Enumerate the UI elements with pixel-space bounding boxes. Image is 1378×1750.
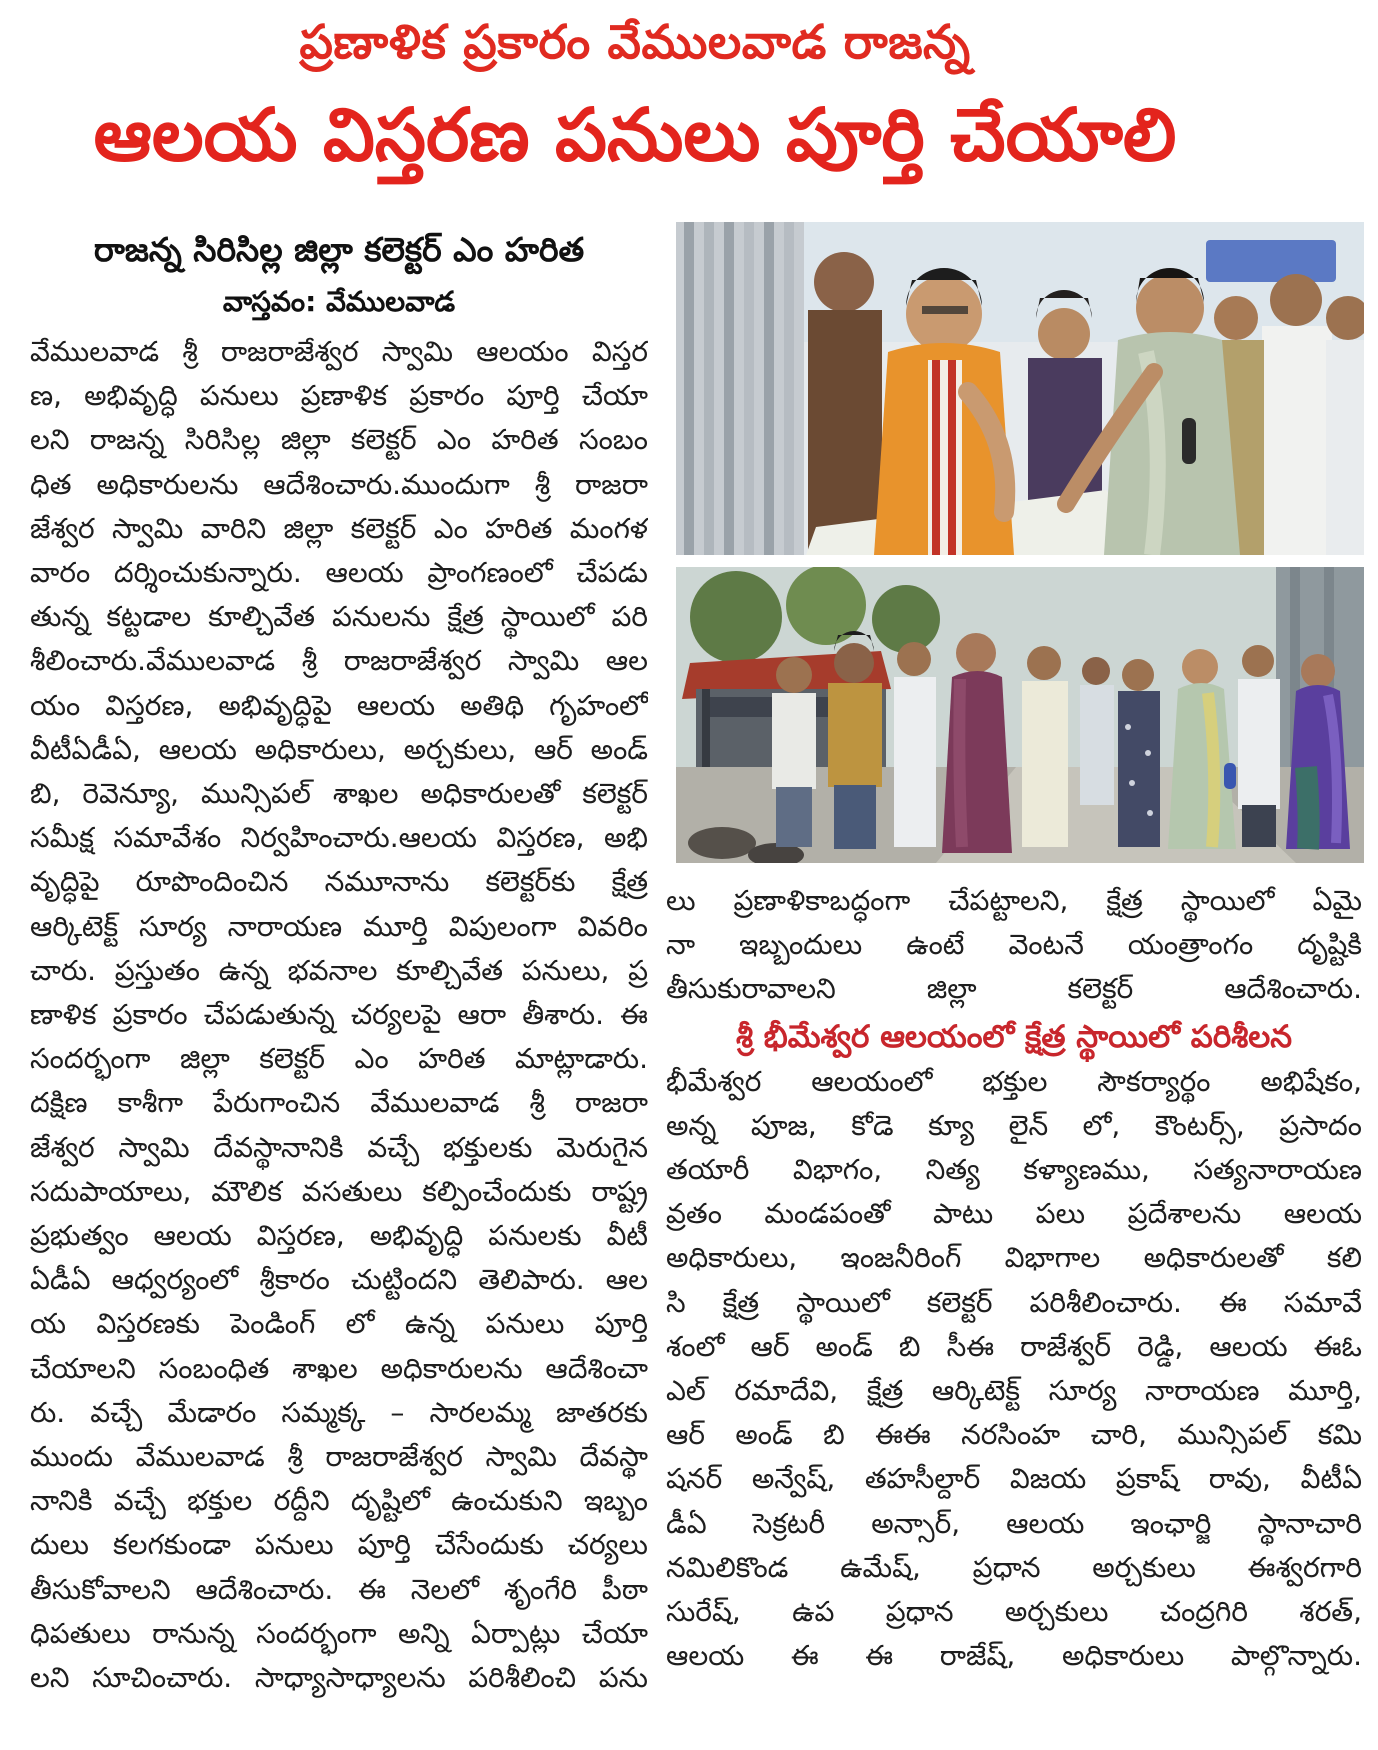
body-line: అన్న పూజ, కోడె క్యూ లైన్ లో, కౌంటర్స్, ప్రసాదం: [666, 1108, 1362, 1142]
body-line: భీమేశ్వర ఆలయంలో భక్తుల సౌకర్యార్థం అభిషేకం,: [666, 1064, 1362, 1098]
temple-visit-photo-2: [676, 567, 1364, 863]
body-line: జేశ్వర స్వామి వారిని జిల్లా కలెక్టర్ ఎం హరిత మంగళ: [30, 511, 648, 545]
body-line: ధిపతులు రానున్న సందర్భంగా అన్ని ఏర్పాట్లు చేయా: [30, 1616, 648, 1650]
main-headline: ఆలయ విస్తరణ పనులు పూర్తి చేయాలి: [93, 93, 1177, 178]
right-paragraph-2: [666, 1060, 1362, 1679]
body-line: చేయాలని సంబంధిత శాఖల అధికారులను ఆదేశించా: [30, 1351, 648, 1385]
body-line: ణాళిక ప్రకారం చేపడుతున్న చర్యలపై ఆరా తీశారు. ఈ: [30, 998, 648, 1032]
body-line: డీఏ సెక్రటరీ అన్సార్, ఆలయ ఇంఛార్జి స్థానాచారి: [666, 1506, 1362, 1540]
body-line: సదుపాయాలు, మౌలిక వసతులు కల్పించేందుకు రాష్ట్ర: [30, 1174, 648, 1208]
left-column: [30, 222, 648, 1700]
body-line: వృద్ధిపై రూపొందించిన నమూనాను కలెక్టర్‌కు క్షేత్ర: [30, 865, 648, 899]
body-line: ఆలయ ఈ ఈ రాజేష్, అధికారులు పాల్గొన్నారు.: [666, 1639, 1362, 1673]
body-line: అధికారులు, ఇంజనీరింగ్ విభాగాల అధికారులతో కలి: [666, 1241, 1362, 1275]
body-line: సమీక్ష సమావేశం నిర్వహించారు.ఆలయ విస్తరణ, అభి: [30, 821, 648, 855]
body-line: ప్రభుత్వం ఆలయ విస్తరణ, అభివృద్ధి పనులకు వీటీ: [30, 1219, 648, 1253]
body-line: సి క్షేత్ర స్థాయిలో కలెక్టర్ పరిశీలించారు. ఈ సమావే: [666, 1285, 1362, 1319]
article-body: [30, 222, 1362, 1700]
body-line: య విస్తరణకు పెండింగ్ లో ఉన్న పనులు పూర్తి: [30, 1307, 648, 1341]
body-line: లని రాజన్న సిరిసిల్ల జిల్లా కలెక్టర్ ఎం హరిత సంబం: [30, 423, 648, 457]
body-line: రు. వచ్చే మేడారం సమ్మక్క – సారలమ్మ జాతరకు: [30, 1395, 648, 1429]
temple-visit-photo-1: [676, 222, 1364, 555]
right-column: [666, 222, 1362, 1700]
body-line: తున్న కట్టడాల కూల్చివేత పనులను క్షేత్ర స్థాయిలో పరి: [30, 600, 648, 634]
body-line: తయారీ విభాగం, నిత్య కళ్యాణము, సత్యనారాయణ: [666, 1153, 1362, 1187]
body-line: వ్రతం మండపంతో పాటు పలు ప్రదేశాలను ఆలయ: [666, 1197, 1362, 1231]
section-subhead: శ్రీ భీమేశ్వర ఆలయంలో క్షేత్ర స్థాయిలో పరిశీలన: [735, 1018, 1293, 1055]
body-line: చారు. ప్రస్తుతం ఉన్న భవనాల కూల్చివేత పనులు, ప్ర: [30, 953, 648, 987]
body-line: ఏడీఏ ఆధ్వర్యంలో శ్రీకారం చుట్టిందని తెలిపారు. ఆల: [30, 1263, 648, 1297]
kicker-headline: ప్రణాళిక ప్రకారం వేములవాడ రాజన్న: [299, 15, 971, 70]
body-line: షనర్ అన్వేష్, తహసీల్దార్ విజయ ప్రకాష్ రావు, వీటీఏ: [666, 1462, 1362, 1496]
body-line: వీటీఏడీఏ, ఆలయ అధికారులు, అర్చకులు, ఆర్ అండ్: [30, 732, 648, 766]
photo1-pillars: [676, 222, 804, 555]
body-line: జేశ్వర స్వామి దేవస్థానానికి వచ్చే భక్తులకు మెరుగైన: [30, 1130, 648, 1164]
body-line: శంలో ఆర్ అండ్ బి సీఈ రాజేశ్వర్ రెడ్డి, ఆలయ ఈఓ: [666, 1329, 1362, 1363]
dateline: వాస్తవం: వేములవాడ: [222, 285, 456, 318]
body-line: తీసుకురావాలని జిల్లా కలెక్టర్ ఆదేశించారు.: [666, 972, 1362, 1006]
photo-1-illustration: [676, 222, 1364, 555]
body-line: తీసుకోవాలని ఆదేశించారు. ఈ నెలలో శృంగేరి పీఠా: [30, 1572, 648, 1606]
body-line: వేములవాడ శ్రీ రాజరాజేశ్వర స్వామి ఆలయం విస్తర: [30, 335, 648, 368]
body-line: నా ఇబ్బందులు ఉంటే వెంటనే యంత్రాంగం దృష్టికి: [666, 928, 1362, 962]
body-line: ణ, అభివృద్ధి పనులు ప్రణాళిక ప్రకారం పూర్తి చేయా: [30, 379, 648, 413]
body-line: బి, రెవెన్యూ, మున్సిపల్ శాఖల అధికారులతో కలెక్టర్: [30, 777, 648, 811]
right-paragraph-1: [666, 879, 1362, 1012]
body-line: దక్షిణ కాశీగా పేరుగాంచిన వేములవాడ శ్రీ రాజరా: [30, 1086, 648, 1120]
photo-2-illustration: [676, 567, 1364, 863]
body-line: నమిలికొండ ఉమేష్, ప్రధాన అర్చకులు ఈశ్వరగారి: [666, 1550, 1362, 1584]
body-line: ఎల్ రమాదేవి, క్షేత్ర ఆర్కిటెక్ట్ సూర్య నారాయణ మూర్తి,: [666, 1374, 1362, 1408]
body-line: యం విస్తరణ, అభివృద్ధిపై ఆలయ అతిథి గృహంలో: [30, 688, 648, 722]
body-line: ముందు వేములవాడ శ్రీ రాజరాజేశ్వర స్వామి దేవస్థా: [30, 1440, 648, 1474]
body-line: ఆర్ అండ్ బి ఈఈ నరసింహ చారి, మున్సిపల్ కమి: [666, 1418, 1362, 1452]
body-line: దులు కలగకుండా పనులు పూర్తి చేసేందుకు చర్యలు: [30, 1528, 648, 1562]
body-line: సురేష్, ఉప ప్రధాన అర్చకులు చంద్రగిరి శరత్,: [666, 1595, 1362, 1629]
body-line: ఆర్కిటెక్ట్ సూర్య నారాయణ మూర్తి విపులంగా వివరిం: [30, 909, 648, 943]
body-line: వారం దర్శించుకున్నారు. ఆలయ ప్రాంగణంలో చేపడు: [30, 556, 648, 590]
body-line: శీలించారు.వేములవాడ శ్రీ రాజరాజేశ్వర స్వామి ఆల: [30, 644, 648, 678]
body-line: ధిత అధికారులను ఆదేశించారు.ముందుగా శ్రీ రాజరా: [30, 467, 648, 501]
sub-headline: రాజన్న సిరిసిల్ల జిల్లా కలెక్టర్ ఎం హరిత: [93, 230, 585, 269]
photo1-banner: [1206, 240, 1336, 282]
left-column-text: [30, 330, 648, 1700]
body-line: లని సూచించారు. సాధ్యాసాధ్యాలను పరిశీలించి పను: [30, 1661, 648, 1695]
right-column-text: [666, 879, 1362, 1678]
body-line: నానికి వచ్చే భక్తుల రద్దీని దృష్టిలో ఉంచుకుని ఇబ్బం: [30, 1484, 648, 1518]
body-line: లు ప్రణాళికాబద్ధంగా చేపట్టాలని, క్షేత్ర స్థాయిలో ఏమై: [666, 884, 1362, 917]
body-line: సందర్భంగా జిల్లా కలెక్టర్ ఎం హరిత మాట్లాడారు.: [30, 1042, 648, 1076]
